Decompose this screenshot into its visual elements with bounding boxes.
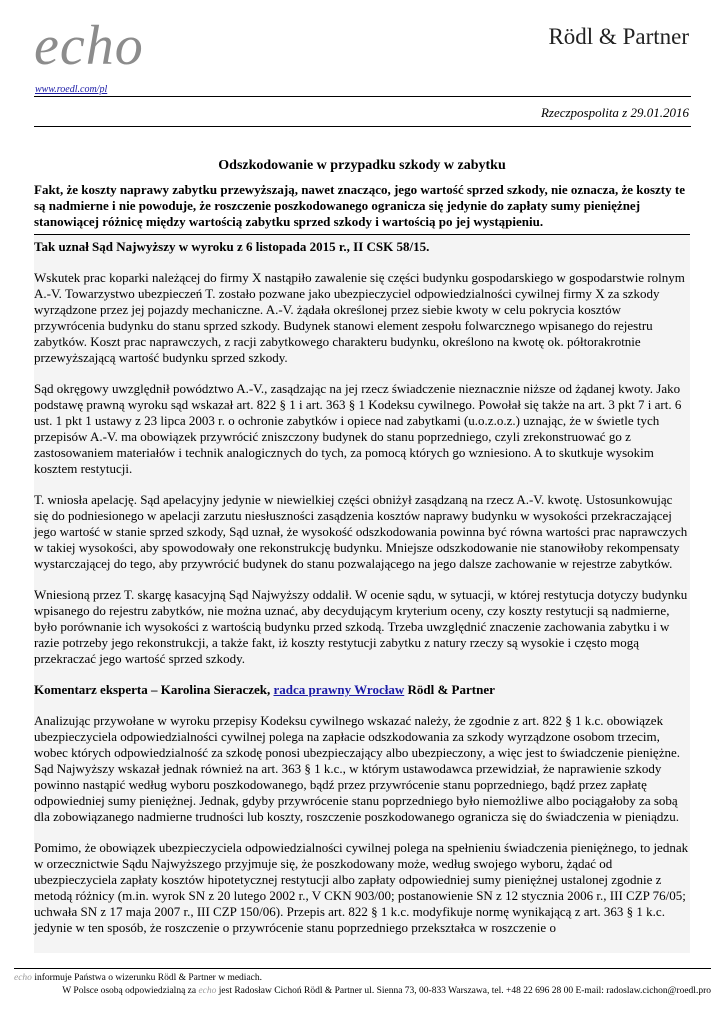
article-body xyxy=(34,235,690,953)
paragraph: Analizując przywołane w wyroku przepisy Kodeksu cywilnego wskazać należy, że zgodnie z art. 822 § 1 k.c. obowiązek ubezpieczyciela odpowiedzialności cywilnej polega na zapłacie odszkodowania za szkody wyrządzone osobom trzecim, wobec których odpowiedzialność za szkodę ponosi ubezpieczający albo ubezpieczony, a więc jest to świadczenie pieniężne. Sąd Najwyższy wskazał jednak również na art. 363 § 1 k.c., w którym ustawodawca przewidział, że naprawienie szkody powinno nastąpić według wyboru poszkodowanego, bądź przez przywrócenie stanu poprzedniego, bądź przez zapłatę odpowiedniej sumy pieniężnej. Jednak, gdyby przywrócenie stanu poprzedniego było niemożliwe albo pociągałoby za sobą dla zobowiązanego nadmierne trudności lub koszty, roszczenie poszkodowanego ogranicza się do świadczenia w pieniądzu. xyxy=(34,713,680,824)
footer-line-2 xyxy=(14,985,711,998)
footer-line-1 xyxy=(14,972,711,985)
footer-text-1: informuje Państwa o wizerunku Rödl & Partner w mediach. xyxy=(31,973,262,983)
article-title: Odszkodowanie w przypadku szkody w zabytku xyxy=(218,158,506,173)
paragraph: Sąd okręgowy uwzględnił powództwo A.-V., zasądzając na jej rzecz świadczenie nieznacznie niższe od żądanej kwoty. Jako podstawę prawną wyroku sąd wskazał art. 822 § 1 i art. 363 § 1 Kodeksu cywilnego. Powołał się także na art. 3 pkt 7 i art. 6 ust. 1 pkt 1 ustawy z 23 lipca 2003 r. o ochronie zabytków i opiece nad zabytkami (u.o.z.o.z.) uznając, że w świetle tych przepisów A.-V. ma obowiązek przywrócić zniszczony budynek do stanu poprzedniego, czyli zrekonstruować go z zastosowaniem materiałów i technik analogicznych do tych, za pomocą których go wzniesiono. A to skutkuje wysokim kosztem restytucji. xyxy=(34,381,682,476)
expert-prefix: Komentarz eksperta – Karolina Sieraczek, xyxy=(34,682,274,697)
paragraph: Wskutek prac koparki należącej do firmy X nastąpiło zawalenie się części budynku gospodarskiego w gospodarstwie rolnym A.-V. Towarzystwo ubezpieczeń T. zostało pozwane jako ubezpieczyciel odpowiedzialności cywilnej firmy X za szkody wyrządzone przez jej pojazdy mechaniczne. A.-V. żądała określonej przez siebie kwoty w celu pokrycia kosztów przywrócenia budynku do stanu sprzed szkody. Budynek stanowi element zespołu folwarcznego wpisanego do rejestru zabytków. Koszt prac naprawczych, z racji zabytkowego charakteru budynku, określono na kwotę ok. półtorakrotnie przewyższającą wartość budynku sprzed szkody. xyxy=(34,270,685,365)
paragraph: T. wniosła apelację. Sąd apelacyjny jedynie w niewielkiej części obniżył zasądzaną na rzecz A.-V. kwotę. Ustosunkowując się do podniesionego w apelacji zarzutu niesłuszności zasądzenia kosztów naprawy budynku w wysokości przekraczającej jego wartość w stanie sprzed szkody, Sąd uznał, że wysokość odszkodowania powinna być równa wartości prac naprawczych w takiej wysokości, aby spowodowały one rekonstrukcję budynku. Mniejsze odszkodowanie nie stanowiłoby rekompensaty wystarczającej do tego, aby przywrócić budynek do stanu pozwalającego na jego dalsze zachowanie w rejestrze zabytków. xyxy=(34,492,688,571)
paragraph: Pomimo, że obowiązek ubezpieczyciela odpowiedzialności cywilnej polega na spełnieniu świadczenia pieniężnego, to jednak w orzecznictwie Sądu Najwyższego przyjmuje się, że poszkodowany może, według swojego wyboru, żądać od ubezpieczyciela zapłaty kosztów hipotetycznej restytucji albo zapłaty odpowiedniej sumy pieniężnej ustalonej zgodnie z metodą różnicy (m.in. wyrok SN z 20 lutego 2002 r., V CKN 903/00; postanowienie SN z 12 stycznia 2006 r., III CZP 76/05; uchwała SN z 17 maja 2007 r., III CZP 150/06). Przepis art. 822 § 1 k.c. modyfikuje normę wynikającą z art. 363 § 1 k.c. jedynie w ten sposób, że roszczenie o przywrócenie stanu poprzedniego przekształca w roszczenie o xyxy=(34,840,689,935)
footer-echo: echo xyxy=(14,973,32,983)
footer-text-2b: jest Radosław Cichoń Rödl & Partner ul. Sienna 73, 00-833 Warszawa, tel. +48 22 696 28 00 E-mail: radoslaw.cichon@roedl.pro xyxy=(216,986,711,996)
article-lead: Fakt, że koszty naprawy zabytku przewyższają, nawet znacząco, jego wartość sprzed szkody, nie oznacza, że koszty te są nadmierne i nie powoduje, że roszczenie poszkodowanego ogranicza się jedynie do zapłaty sumy pieniężnej stanowiącej różnicę między wartością zabytku sprzed szkody i wartością po jej wystąpieniu. xyxy=(34,182,685,229)
expert-link[interactable]: radca prawny Wrocław xyxy=(273,682,405,697)
paragraph: Wniesioną przez T. skargę kasacyjną Sąd Najwyższy oddalił. W ocenie sądu, w sytuacji, w której restytucja dotyczy budynku wpisanego do rejestru zabytków, nie można uznać, aby decydującym kryterium oceny, czy koszty restytucji są nadmierne, było porównanie ich wysokości z wartością budynku przed szkodą. Trzeba uwzględnić znaczenie zachowania zabytku i w razie potrzeby jego rekonstrukcji, a także fakt, iż koszty restytucji zabytku z natury rzeczy są wysokie i często mogą przekraczać jego wartość sprzed szkody. xyxy=(34,587,688,666)
footer xyxy=(14,968,711,998)
header-divider xyxy=(34,96,691,97)
footer-text-2a: W Polsce osobą odpowiedzialną za xyxy=(62,986,199,996)
article xyxy=(34,158,690,953)
verdict: Tak uznał Sąd Najwyższy w wyroku z 6 listopada 2015 r., II CSK 58/15. xyxy=(34,239,430,254)
expert-suffix: Rödl & Partner xyxy=(404,682,495,697)
footer-echo-2: echo xyxy=(198,986,217,996)
site-link[interactable]: www.roedl.com/pl xyxy=(35,84,108,95)
echo-logo: echo xyxy=(34,15,144,77)
brand-logo: Rödl & Partner xyxy=(548,24,689,49)
source-date: Rzeczpospolita z 29.01.2016 xyxy=(540,105,689,120)
expert-comment-heading xyxy=(34,682,690,698)
header-divider-2 xyxy=(34,126,691,127)
